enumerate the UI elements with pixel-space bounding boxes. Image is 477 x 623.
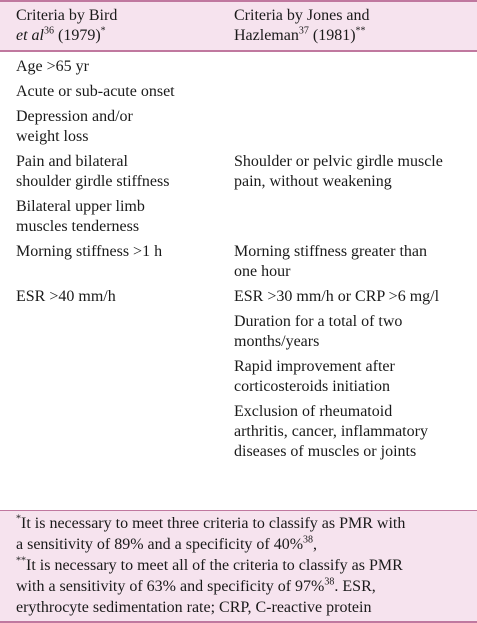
criterion-line: Shoulder or pelvic girdle muscle xyxy=(234,153,443,170)
criterion-line: pain, without weakening xyxy=(234,173,392,190)
footnote-1-line-1 xyxy=(16,513,469,534)
bird-criterion-cell xyxy=(0,354,218,399)
header-col2-line1: Criteria by Jones and xyxy=(234,7,370,24)
jones-criterion-cell xyxy=(218,354,477,399)
header-col1-ref: 36 xyxy=(44,25,54,37)
jones-criterion-cell xyxy=(218,79,477,104)
footnote-1-line-2 xyxy=(16,534,469,555)
bird-criterion-cell xyxy=(0,104,218,149)
criterion-line: Bilateral upper limb xyxy=(16,198,145,215)
criterion-line: one hour xyxy=(234,263,291,280)
criterion-line: Pain and bilateral xyxy=(16,153,128,170)
criterion-line: Morning stiffness greater than xyxy=(234,243,427,260)
criterion-line: Age >65 yr xyxy=(16,58,90,75)
criterion-line: Morning stiffness >1 h xyxy=(16,243,163,260)
header-jones-criteria xyxy=(218,2,477,50)
jones-criterion-cell xyxy=(218,104,477,149)
criterion-line: weight loss xyxy=(16,128,89,145)
jones-criterion-cell xyxy=(218,399,477,464)
bird-criterion-cell xyxy=(0,284,218,309)
header-col1-line1: Criteria by Bird xyxy=(16,7,118,24)
header-col2-author: Hazleman xyxy=(234,27,299,44)
footnote-2-ref: 38 xyxy=(324,576,335,588)
footnote-1-ref: 38 xyxy=(303,534,314,546)
header-col2-mark: ** xyxy=(355,25,366,37)
criterion-line: diseases of muscles or joints xyxy=(234,443,417,460)
footnote-2-line-2 xyxy=(16,576,469,597)
table-row xyxy=(0,79,477,104)
jones-criterion-cell xyxy=(218,309,477,354)
footnote-2-text-2: with a sensitivity of 63% and specificity of 97% xyxy=(16,578,325,595)
criterion-line: shoulder girdle stiffness xyxy=(16,173,170,190)
criterion-line: Duration for a total of two xyxy=(234,313,403,330)
footnote-2-line-3: erythrocyte sedimentation rate; CRP, C-reactive protein xyxy=(16,599,372,616)
footnote-1-mark: * xyxy=(16,513,21,525)
table-body xyxy=(0,52,477,464)
criterion-line: arthritis, cancer, inflammatory xyxy=(234,423,428,440)
criterion-line: ESR >30 mm/h or CRP >6 mg/l xyxy=(234,288,440,305)
jones-criterion-cell xyxy=(218,239,477,284)
criterion-line: Exclusion of rheumatoid xyxy=(234,403,393,420)
table-row xyxy=(0,194,477,239)
header-col1-line2 xyxy=(16,26,218,46)
table-row xyxy=(0,239,477,284)
criterion-line: Rapid improvement after xyxy=(234,358,395,375)
table-footnotes xyxy=(0,510,477,623)
table-row xyxy=(0,104,477,149)
criterion-line: months/years xyxy=(234,333,320,350)
header-col2-ref: 37 xyxy=(298,25,309,37)
header-col2-line2 xyxy=(234,26,469,46)
table-row xyxy=(0,354,477,399)
table-row xyxy=(0,309,477,354)
table-row xyxy=(0,54,477,79)
footnote-2-line-1 xyxy=(16,555,469,576)
bird-criterion-cell xyxy=(0,54,218,79)
criterion-line: Depression and/or xyxy=(16,108,133,125)
table-row xyxy=(0,149,477,194)
footnote-1-text-2: a sensitivity of 89% and a specificity of 40% xyxy=(16,536,304,553)
criterion-line: muscles tenderness xyxy=(16,218,140,235)
bird-criterion-cell xyxy=(0,239,218,284)
bird-criterion-cell xyxy=(0,149,218,194)
table-header xyxy=(0,0,477,52)
header-col1-mark: * xyxy=(100,25,106,37)
bird-criterion-cell xyxy=(0,309,218,354)
bird-criterion-cell xyxy=(0,399,218,464)
jones-criterion-cell xyxy=(218,149,477,194)
header-col1-etal: et al xyxy=(16,27,44,44)
jones-criterion-cell xyxy=(218,284,477,309)
header-col1-year: (1979) xyxy=(54,27,101,44)
header-col2-year: (1981) xyxy=(308,27,356,44)
bird-criterion-cell xyxy=(0,79,218,104)
criterion-line: ESR >40 mm/h xyxy=(16,288,116,305)
table-row xyxy=(0,399,477,464)
criterion-line: Acute or sub-acute onset xyxy=(16,83,175,100)
jones-criterion-cell xyxy=(218,54,477,79)
jones-criterion-cell xyxy=(218,194,477,239)
footnote-2-text-1: It is necessary to meet all of the criteria to classify as PMR xyxy=(26,557,403,574)
footnote-2-mark: ** xyxy=(16,555,26,567)
criterion-line: corticosteroids initiation xyxy=(234,378,390,395)
table-row xyxy=(0,284,477,309)
bird-criterion-cell xyxy=(0,194,218,239)
footnote-1-end: , xyxy=(313,536,318,553)
footnote-2-end: . ESR, xyxy=(334,578,376,595)
header-bird-criteria xyxy=(0,2,218,50)
footnote-1-text-1: It is necessary to meet three criteria to classify as PMR with xyxy=(21,515,406,532)
